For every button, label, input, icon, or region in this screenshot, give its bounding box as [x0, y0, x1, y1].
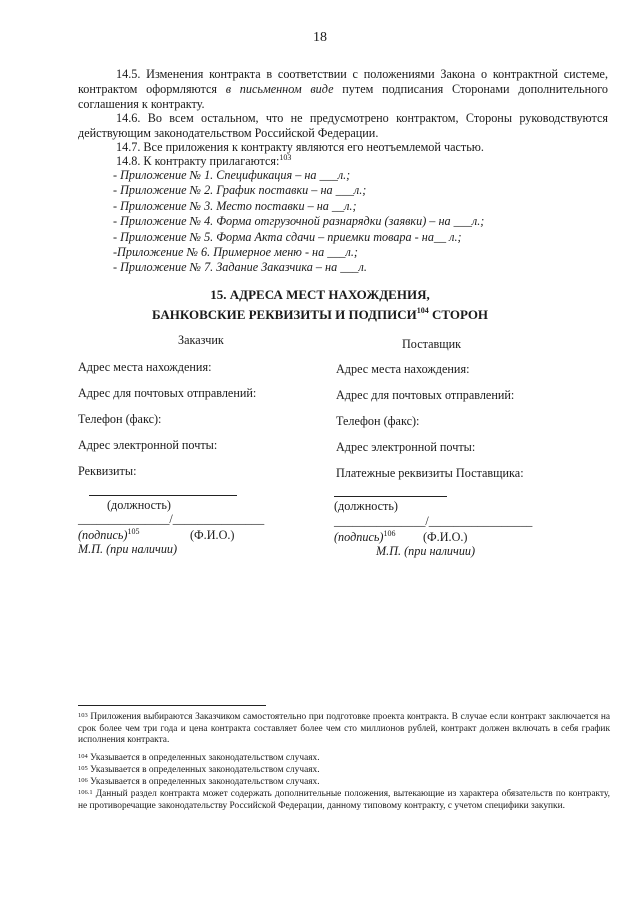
- supplier-signature-label: (подпись)$^{106}$: [334, 529, 396, 544]
- supplier-position-label: (должность): [334, 499, 398, 513]
- footnote-104: $^{104}$ Указывается в определенных законодательством случаях.: [78, 753, 320, 763]
- supplier-address-label: Адрес места нахождения:: [336, 362, 470, 376]
- supplier-heading: Поставщик: [402, 337, 462, 351]
- customer-address-label: Адрес места нахождения:: [78, 360, 212, 374]
- supplier-details-label: Платежные реквизиты Поставщика:: [336, 466, 524, 480]
- page-number: 18: [313, 30, 327, 45]
- customer-fio-label: (Ф.И.О.): [190, 528, 235, 542]
- customer-heading: Заказчик: [178, 333, 224, 347]
- section-title-line2: БАНКОВСКИЕ РЕКВИЗИТЫ И ПОДПИСИ$^{104}$ СТОРОН: [151, 306, 489, 322]
- list-item: - Приложение № 3. Место поставки – на __л.;: [113, 198, 357, 213]
- footnote-105: $^{105}$ Указывается в определенных законодательством случаях.: [78, 765, 320, 775]
- footnote-ref-104: 104: [416, 306, 429, 315]
- customer-email-label: Адрес электронной почты:: [78, 438, 218, 452]
- clause-14-5: [78, 67, 608, 111]
- list-item: -Приложение № 6. Примерное меню - на ___л.;: [113, 245, 358, 260]
- footnote-ref-103: 103: [279, 153, 292, 162]
- clause-14-8-text: 14.8. К контракту прилагаются:: [116, 154, 280, 168]
- customer-phone-label: Телефон (факс):: [78, 412, 162, 426]
- supplier-stamp-label: М.П. (при наличии): [376, 544, 476, 558]
- supplier-position-line: [334, 496, 447, 497]
- customer-position-label: (должность): [107, 498, 171, 512]
- footnote-106: $^{106}$ Указывается в определенных законодательством случаях.: [78, 777, 320, 787]
- supplier-fio-label: (Ф.И.О.): [423, 530, 468, 544]
- clause-14-5-italic: в письменном виде: [225, 81, 334, 96]
- customer-postal-label: Адрес для почтовых отправлений:: [78, 386, 257, 400]
- clause-14-5-text-end: путем подписания Сторонами дополнительного соглашения к контракту.: [78, 81, 608, 111]
- supplier-postal-label: Адрес для почтовых отправлений:: [336, 388, 515, 402]
- supplier-email-label: Адрес электронной почты:: [336, 440, 476, 454]
- clause-14-7-text: 14.7. Все приложения к контракту являются его неотъемлемой частью.: [116, 140, 484, 154]
- footnote-divider: [78, 705, 266, 706]
- customer-details-label: Реквизиты:: [78, 464, 137, 478]
- customer-signature-line: _______________/_______________: [78, 512, 265, 526]
- section-title-line1: 15. АДРЕСА МЕСТ НАХОЖДЕНИЯ,: [210, 287, 430, 302]
- customer-stamp-label: М.П. (при наличии): [78, 542, 178, 556]
- list-item: - Приложение № 7. Задание Заказчика – на ___л.: [113, 260, 367, 275]
- clause-14-7: [78, 140, 608, 155]
- customer-signature-label: (подпись)$^{105}$: [78, 527, 140, 542]
- clause-14-8: [78, 154, 608, 169]
- clause-14-6: [78, 111, 608, 141]
- customer-position-line: [89, 495, 237, 496]
- list-item: - Приложение № 5. Форма Акта сдачи – приемки товара - на__ л.;: [113, 229, 462, 244]
- footnote-106-1: $^{106.1}$ Данный раздел контракта может содержать дополнительные положения, вытекающие из характера обязательств по контракту, не противоречащие законодательству Российской Федерации, данному типовому контракту, с учетом специфики закупки.: [78, 789, 610, 811]
- footnote-ref-106: 106: [383, 529, 396, 538]
- footnote-ref-105: 105: [127, 527, 140, 536]
- footnote-103: $^{103}$ Приложения выбираются Заказчиком самостоятельно при подготовке проекта контракта. В случае если контракт заключается на срок более чем три года и цена контракта составляет более чем сто миллионов рублей, контракт должен включать в себя график исполнения контракта.: [78, 712, 610, 746]
- supplier-phone-label: Телефон (факс):: [336, 414, 420, 428]
- list-item: - Приложение № 2. График поставки – на ___л.;: [113, 183, 367, 198]
- supplier-signature-line: _______________/_________________: [334, 514, 533, 528]
- clause-14-6-text: 14.6. Во всем остальном, что не предусмотрено контрактом, Стороны руководствуются действующим законодательством Российской Федерации.: [78, 111, 608, 140]
- attachments-list: [113, 168, 484, 276]
- list-item: - Приложение № 1. Спецификация – на ___л.;: [113, 168, 351, 182]
- list-item: - Приложение № 4. Форма отгрузочной разнарядки (заявки) – на ___л.;: [113, 214, 485, 229]
- clause-14-5-text: 14.5. Изменения контракта в соответствии с положениями Закона о контрактной системе, контрактом оформляются: [78, 67, 608, 96]
